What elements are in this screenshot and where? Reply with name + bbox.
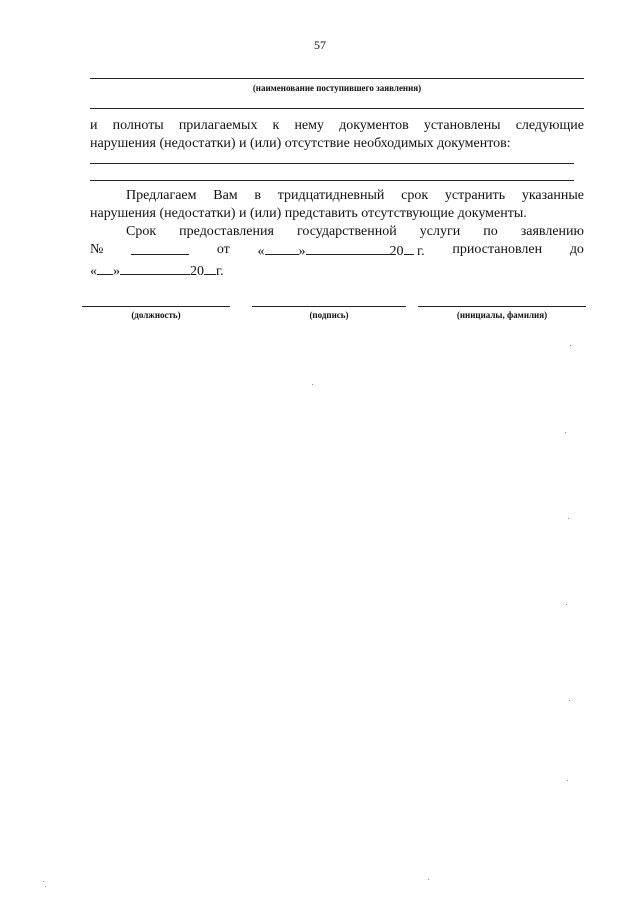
open-quote: «: [90, 264, 97, 279]
violations-line-2: нарушения (недостатки) и (или) отсутствие необходимых документов:: [90, 136, 511, 151]
proposal-line-2: нарушения (недостатки) и (или) представить отсутствующие документы.: [90, 206, 527, 221]
scan-speck: [568, 518, 569, 519]
year-suffix: г.: [417, 244, 425, 259]
until-month-blank[interactable]: [120, 261, 190, 275]
violations-line-1: и полноты прилагаемых к нему документов установлены следующие: [90, 118, 584, 133]
open-quote: «: [257, 244, 265, 259]
scan-speck: [428, 879, 429, 880]
suspension-line-1: Срок предоставления государственной услуги по заявлению: [126, 224, 584, 239]
name-line: [418, 306, 586, 307]
application-date-field: [258, 241, 425, 261]
suspended-word: приостановлен: [452, 242, 543, 257]
application-name-line: [90, 78, 584, 79]
page-number: 57: [314, 38, 326, 52]
scan-speck: [570, 345, 571, 346]
application-name-caption: (наименование поступившего заявления): [252, 83, 422, 93]
application-number-blank[interactable]: [131, 241, 189, 255]
from-word: от: [216, 242, 230, 257]
suspension-line-3: [90, 261, 584, 281]
close-quote: »: [298, 244, 306, 259]
application-year-blank[interactable]: [404, 241, 414, 255]
position-line: [82, 306, 230, 307]
name-caption: (инициалы, фамилия): [456, 310, 548, 320]
until-date-field: [90, 261, 224, 281]
year-prefix: 20: [190, 264, 204, 279]
signature-line: [252, 306, 406, 307]
signature-caption: (подпись): [309, 310, 349, 320]
scan-speck: [566, 604, 567, 605]
scan-speck: [569, 700, 570, 701]
scan-speck: [312, 384, 313, 385]
number-sign: №: [90, 242, 104, 257]
proposal-paragraph: [90, 187, 584, 223]
until-day-blank[interactable]: [97, 261, 113, 275]
proposal-line-1: Предлагаем Вам в тридцатидневный срок устранить указанные: [126, 188, 584, 203]
scan-speck: [45, 886, 46, 887]
until-word: до: [569, 242, 584, 257]
position-caption: (должность): [131, 310, 181, 320]
suspension-paragraph: [90, 223, 584, 281]
scan-speck: [43, 881, 44, 882]
application-month-blank[interactable]: [306, 241, 390, 255]
until-year-blank[interactable]: [204, 261, 216, 275]
blank-line-2: [90, 163, 574, 164]
close-quote: »: [113, 264, 120, 279]
scan-speck: [567, 780, 568, 781]
scan-speck: [565, 432, 566, 433]
blank-line-3: [90, 180, 574, 181]
blank-line-1: [90, 108, 584, 109]
application-day-blank[interactable]: [265, 241, 299, 255]
suspension-line-2: [90, 241, 584, 261]
violations-paragraph: [90, 117, 584, 153]
year-prefix: 20: [389, 244, 404, 259]
year-suffix: г.: [216, 264, 224, 279]
